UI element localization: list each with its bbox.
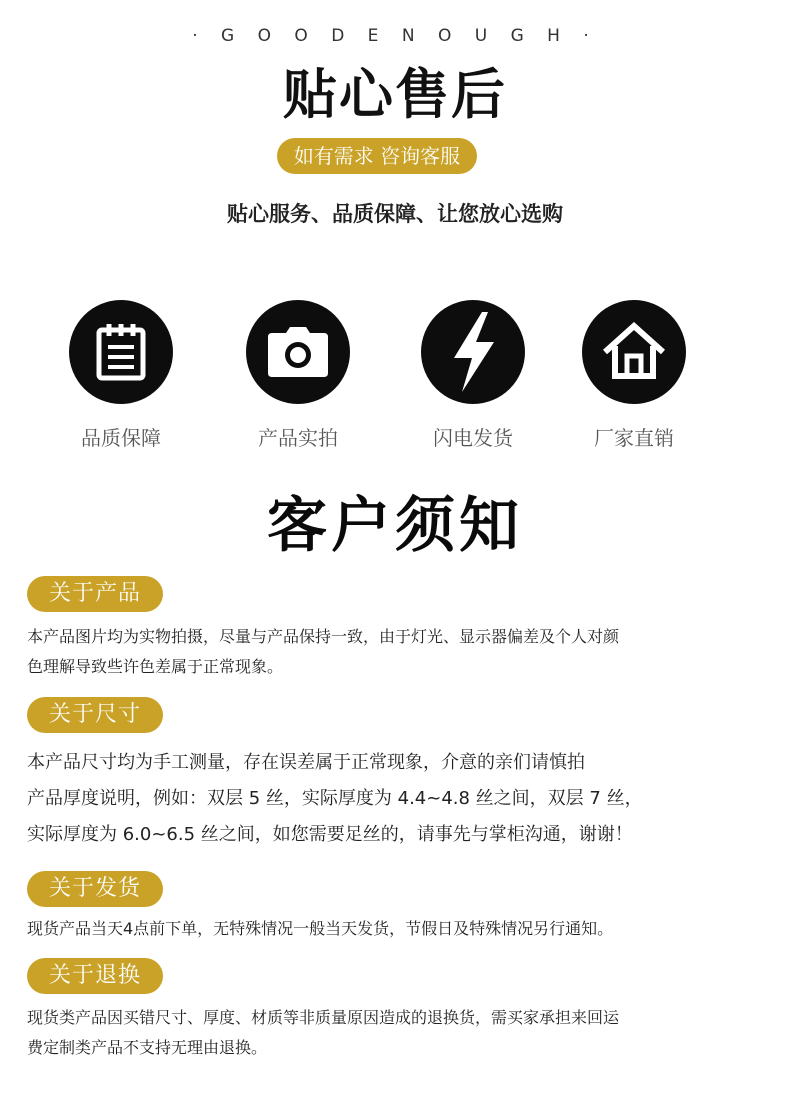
text-line: 现货类产品因买错尺寸、厚度、材质等非质量原因造成的退换货，需买家承担来回运: [27, 1008, 620, 1027]
brand-tagline: · G O O D E N O U G H ·: [192, 26, 598, 46]
lightning-icon: [421, 300, 525, 404]
page-title: 贴心售后: [283, 63, 507, 126]
section-text-size: [27, 745, 767, 853]
section-heading-size: 关于尺寸: [27, 697, 163, 733]
section-text-returns: [27, 1003, 767, 1063]
text-line: 本产品尺寸均为手工测量，存在误差属于正常现象，介意的亲们请慎拍: [27, 752, 585, 773]
consult-service-button[interactable]: 如有需求 咨询客服: [277, 138, 477, 174]
text-line: 现货产品当天4点前下单，无特殊情况一般当天发货，节假日及特殊情况另行通知。: [27, 919, 614, 938]
notepad-icon: [69, 300, 173, 404]
section-text-product: [27, 622, 767, 682]
feature-real-photo: [218, 300, 378, 451]
text-line: 产品厚度说明，例如：双层 5 丝，实际厚度为 4.4~4.8 丝之间，双层 7 丝，: [27, 788, 643, 809]
text-line: 费定制类产品不支持无理由退换。: [27, 1038, 268, 1057]
feature-label: 厂家直销: [594, 426, 674, 450]
notice-title: 客户须知: [267, 491, 523, 561]
camera-icon: [246, 300, 350, 404]
service-slogan: 贴心服务、品质保障、让您放心选购: [227, 202, 563, 226]
text-line: 本产品图片均为实物拍摄，尽量与产品保持一致，由于灯光、显示器偏差及个人对颜: [27, 627, 620, 646]
section-heading-shipping: 关于发货: [27, 871, 163, 907]
feature-label: 闪电发货: [433, 426, 513, 450]
feature-fast-shipping: [393, 300, 553, 451]
section-heading-product: 关于产品: [27, 576, 163, 612]
section-heading-returns: 关于退换: [27, 958, 163, 994]
text-line: 色理解导致些许色差属于正常现象。: [27, 657, 284, 676]
text-line: 实际厚度为 6.0~6.5 丝之间，如您需要足丝的，请事先与掌柜沟通，谢谢！: [27, 824, 633, 845]
feature-factory-direct: [554, 300, 714, 451]
house-icon: [582, 300, 686, 404]
section-text-shipping: [27, 914, 767, 944]
feature-quality: [41, 300, 201, 451]
feature-label: 品质保障: [81, 426, 161, 450]
feature-label: 产品实拍: [258, 426, 338, 450]
